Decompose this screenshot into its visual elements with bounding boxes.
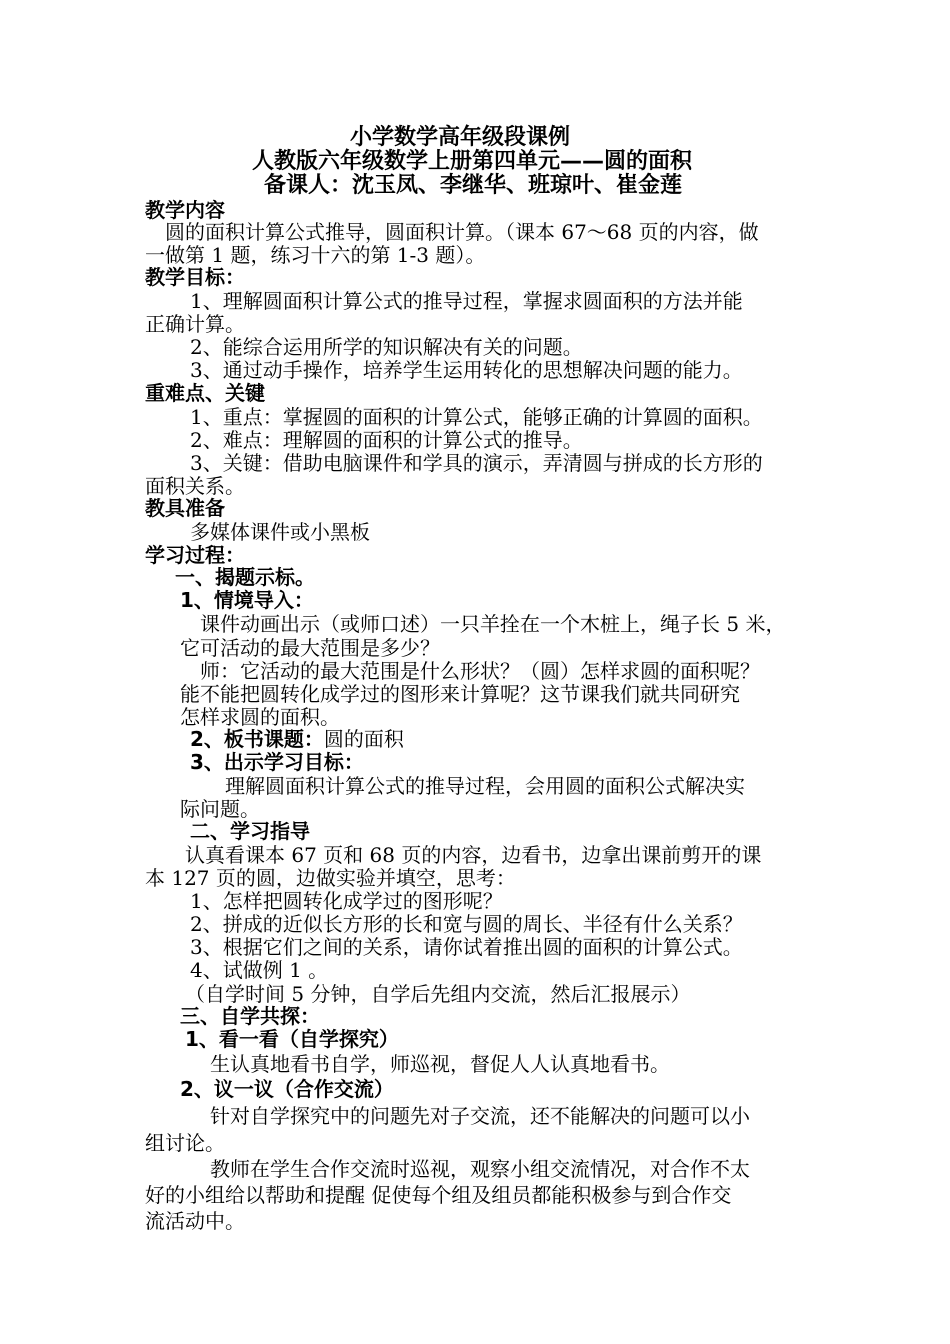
document-title: 小学数学高年级段课例 [350,125,571,150]
process-paragraph: 教师在学生合作交流时巡视，观察小组交流情况，对合作不太 [210,1157,750,1181]
question-item: 2、拼成的近似长方形的长和宽与圆的周长、半径有什么关系？ [190,912,743,936]
keypoint-item: 面积关系。 [145,474,245,498]
process-section-1: 一、揭题示标。 [175,565,315,589]
process-paragraph: 流活动中。 [145,1209,245,1233]
content-line: 圆的面积计算公式推导，圆面积计算。（课本 67～68 页的内容，做 [165,220,759,244]
document-subtitle: 人教版六年级数学上册第四单元——圆的面积 [252,149,693,174]
process-subsection: 3、出示学习目标： [190,750,364,774]
process-paragraph: 它可活动的最大范围是多少？ [180,636,440,660]
process-section-2: 二、学习指导 [190,819,310,843]
keypoint-item: 3、关键：借助电脑课件和学具的演示，弄清圆与拼成的长方形的 [190,451,763,475]
process-paragraph: 针对自学探究中的问题先对子交流，还不能解决的问题可以小 [210,1104,750,1128]
process-paragraph: 怎样求圆的面积。 [180,705,340,729]
content-line: 一做第 1 题，练习十六的第 1-3 题）。 [145,243,486,267]
question-item: 1、怎样把圆转化成学过的图形呢？ [190,889,503,913]
process-note: （自学时间 5 分钟，自学后先组内交流，然后汇报展示） [185,982,691,1006]
process-subsection: 2、议一议（合作交流） [180,1077,394,1101]
process-paragraph: 本 127 页的圆，边做实验并填空，思考： [145,866,516,890]
section-heading-process: 学习过程： [145,543,245,567]
goal-item: 正确计算。 [145,312,245,336]
process-paragraph: 认真看课本 67 页和 68 页的内容，边看书，边拿出课前剪开的课 [185,843,762,867]
goal-item: 2、能综合运用所学的知识解决有关的问题。 [190,335,583,359]
question-item: 4、试做例 1 。 [190,958,329,982]
section-heading-goals: 教学目标： [145,265,245,289]
document-authors: 备课人：沈玉凤、李继华、班琼叶、崔金莲 [264,173,683,198]
process-section-3: 三、自学共探： [180,1004,320,1028]
section-heading-tools: 教具准备 [145,496,225,520]
process-paragraph: 组讨论。 [145,1131,225,1155]
section-heading-keypoints: 重难点、关键 [145,381,265,405]
process-paragraph: 能不能把圆转化成学过的图形来计算呢？这节课我们就共同研究 [180,682,740,706]
process-paragraph: 生认真地看书自学，师巡视，督促人人认真地看书。 [210,1052,670,1076]
question-item: 3、根据它们之间的关系，请你试着推出圆的面积的计算公式。 [190,935,743,959]
keypoint-item: 2、难点：理解圆的面积的计算公式的推导。 [190,428,583,452]
process-paragraph: 课件动画出示（或师口述）一只羊拴在一个木桩上，绳子长 5 米， [200,612,786,636]
section-heading-content: 教学内容 [145,198,225,222]
subsection-text: 圆的面积 [323,727,404,751]
goal-item: 1、理解圆面积计算公式的推导过程，掌握求圆面积的方法并能 [190,289,743,313]
process-paragraph: 理解圆面积计算公式的推导过程，会用圆的面积公式解决实 [225,774,745,798]
process-paragraph: 好的小组给以帮助和提醒 促使每个组及组员都能积极参与到合作交 [145,1183,732,1207]
process-subsection: 1、情境导入： [180,588,314,612]
keypoint-item: 1、重点：掌握圆的面积的计算公式，能够正确的计算圆的面积。 [190,405,763,429]
process-paragraph: 师：它活动的最大范围是什么形状？（圆）怎样求圆的面积呢？ [200,659,760,683]
subsection-label: 2、板书课题： [190,727,324,751]
goal-item: 3、通过动手操作，培养学生运用转化的思想解决问题的能力。 [190,358,743,382]
process-subsection [190,727,404,751]
process-paragraph: 际问题。 [180,797,260,821]
process-subsection: 1、看一看（自学探究） [185,1027,399,1051]
tools-line: 多媒体课件或小黑板 [190,520,370,544]
